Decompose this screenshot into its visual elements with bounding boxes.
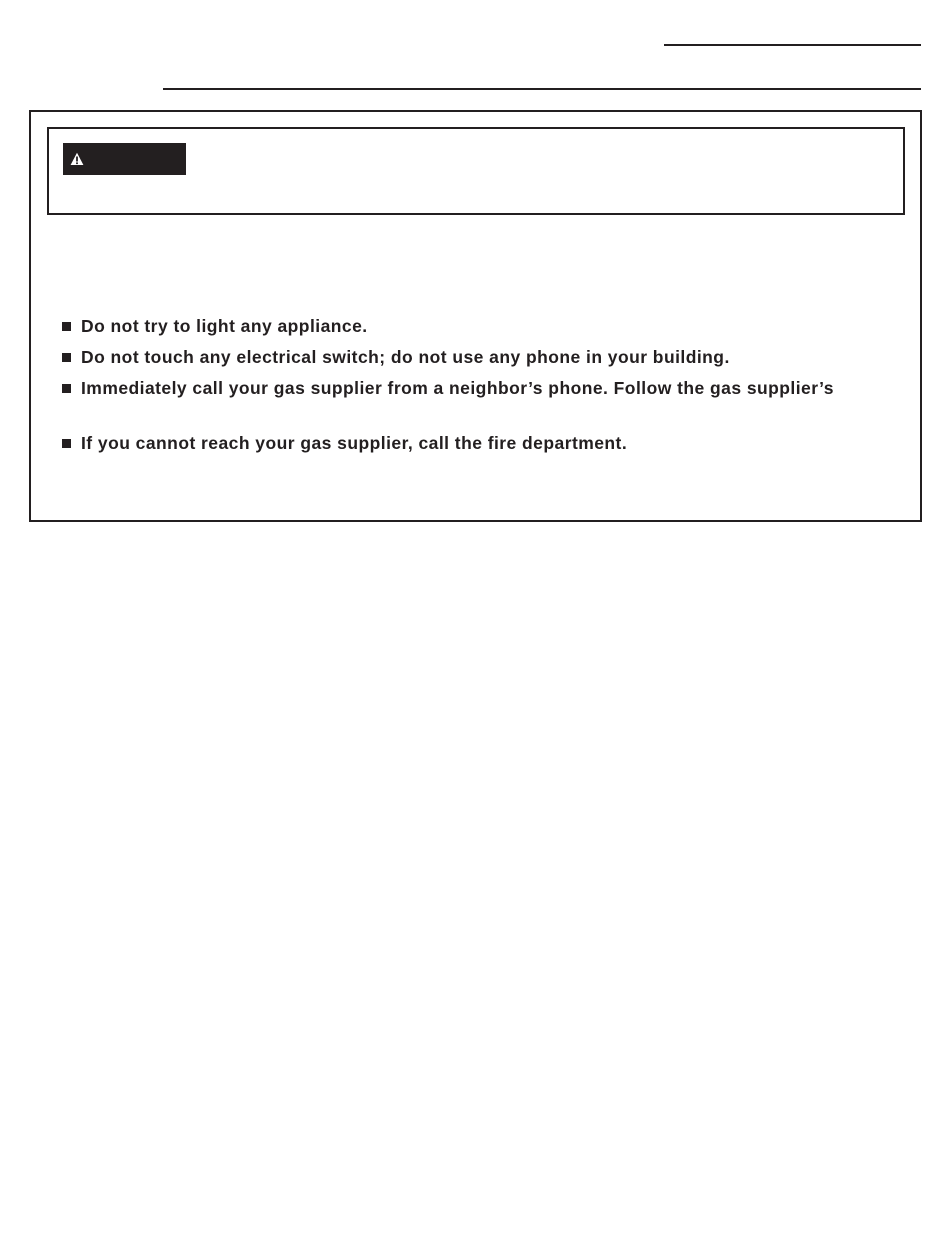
instruction-text: Do not touch any electrical switch; do not use any phone in your building.	[81, 347, 730, 367]
square-bullet-icon	[62, 353, 71, 362]
list-item	[62, 378, 834, 399]
square-bullet-icon	[62, 439, 71, 448]
instruction-text: If you cannot reach your gas supplier, call the fire department.	[81, 433, 628, 453]
header-rule-second	[163, 88, 921, 90]
list-item	[62, 316, 368, 337]
instruction-text: Do not try to light any appliance.	[81, 316, 368, 336]
warning-header-box	[47, 127, 905, 215]
list-item	[62, 347, 730, 368]
warning-triangle-icon	[70, 152, 84, 166]
header-rule-top	[664, 44, 921, 46]
warning-signal-banner	[63, 143, 186, 175]
square-bullet-icon	[62, 384, 71, 393]
gas-warning-box	[29, 110, 922, 522]
square-bullet-icon	[62, 322, 71, 331]
instruction-text: Immediately call your gas supplier from a neighbor’s phone. Follow the gas supplier’s	[81, 378, 834, 398]
list-item	[62, 433, 627, 454]
